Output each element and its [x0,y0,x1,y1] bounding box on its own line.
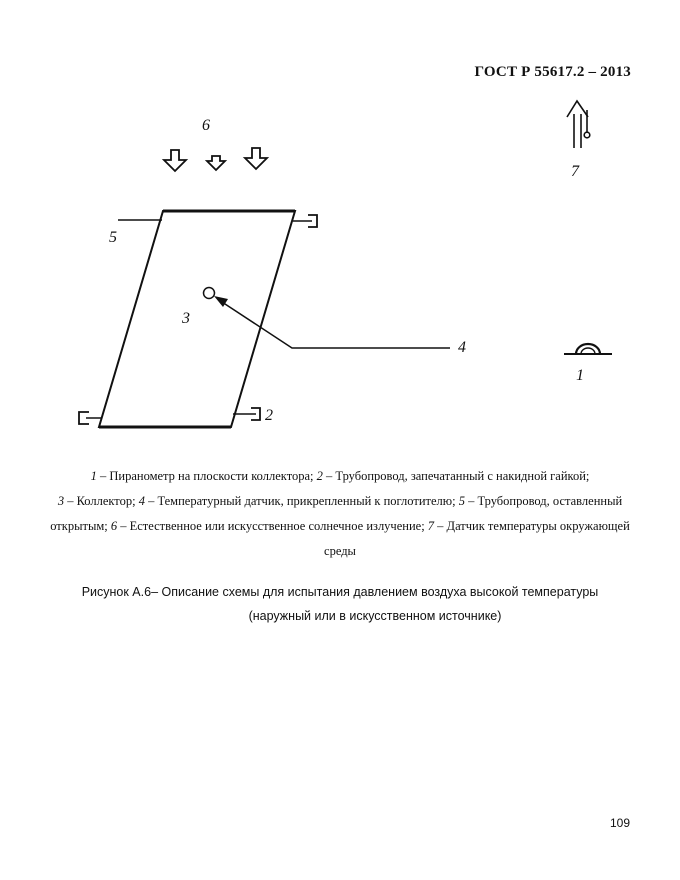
figure-caption-line-2: (наружный или в искусственном источнике) [248,609,502,623]
label-7: 7 [571,163,579,180]
legend-text-1: – Пиранометр на плоскости коллектора; [96,469,317,483]
label-3: 3 [182,310,190,327]
figure-caption-line-1: Рисунок А.6– Описание схемы для испытания давлением воздуха высокой температуры [81,585,599,599]
legend-text-6: – Естественное или искусственное солнечное излучение; [117,519,428,533]
figure-caption [40,580,640,628]
legend-num-7: 7 [427,519,435,533]
ambient-sensor-symbol [567,101,590,148]
label-6: 6 [202,117,210,134]
absorber-sensor-circle [204,288,215,299]
document-standard-header: ГОСТ Р 55617.2 – 2013 [474,64,631,80]
legend-num-4: 4 [138,494,145,508]
legend-num-2: 2 [316,469,323,483]
figure-legend [40,464,640,564]
collector-shape [99,211,295,427]
legend-text-7: – Датчик температуры окружающей среды [324,519,630,558]
label-2: 2 [265,407,273,424]
legend-num-1: 1 [90,469,97,483]
legend-num-6: 6 [110,519,118,533]
page-number: 109 [609,816,630,830]
legend-num-3: 3 [57,494,65,508]
pyranometer-symbol [564,344,612,354]
legend-num-5: 5 [458,494,465,508]
label-1: 1 [576,367,584,384]
label-4: 4 [458,339,466,356]
radiation-arrows [164,148,267,171]
legend-text-5: – Трубопровод, оставленный открытым; [50,494,623,533]
legend-text-2: – Трубопровод, запечатанный с накидной гайкой; [322,469,590,483]
legend-text-3: – Коллектор; [64,494,139,508]
legend-text-4: – Температурный датчик, прикрепленный к поглотителю; [144,494,459,508]
label-5: 5 [109,229,117,246]
